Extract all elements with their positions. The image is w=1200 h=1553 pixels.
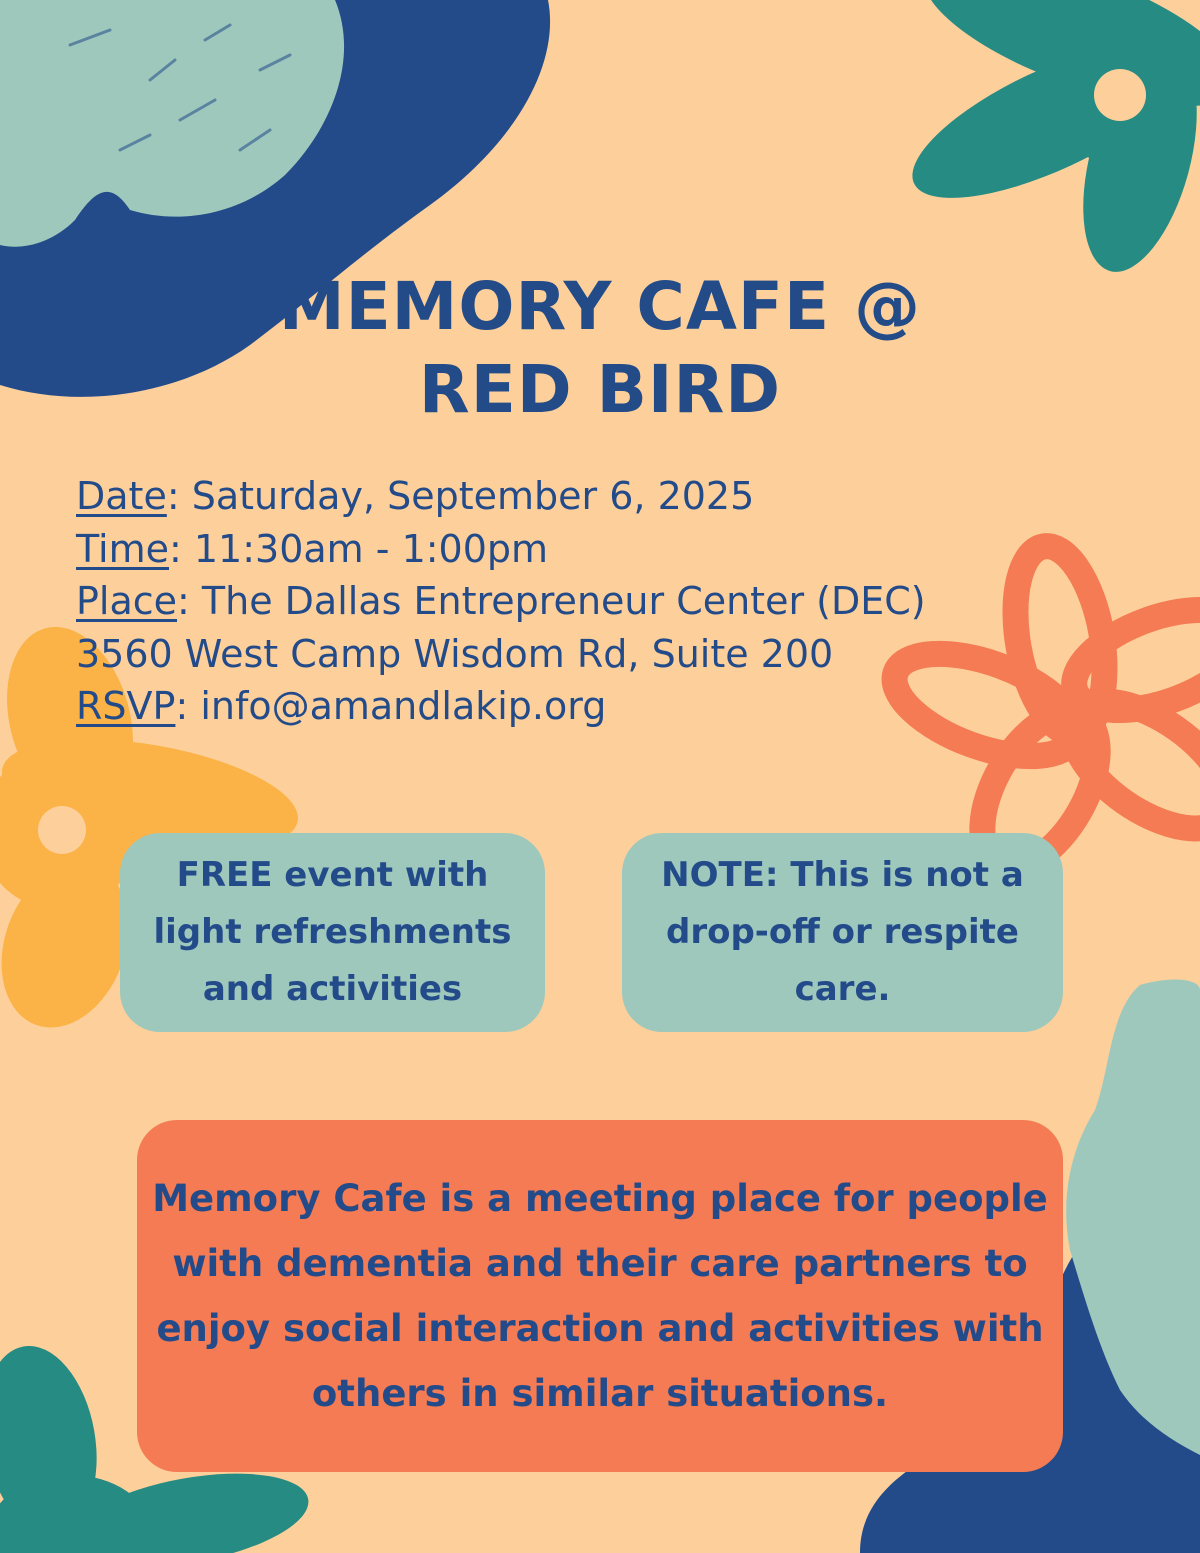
time-value: : 11:30am - 1:00pm — [169, 526, 549, 571]
about-box — [137, 1120, 1063, 1472]
time-row — [76, 523, 1176, 576]
rsvp-value: : info@amandlakip.org — [175, 684, 607, 728]
date-value: : Saturday, September 6, 2025 — [166, 474, 755, 518]
event-title-line-1: MEMORY CAFE @ — [278, 268, 922, 345]
free-event-card — [120, 833, 545, 1032]
time-label: Time — [76, 526, 169, 571]
place-row — [76, 575, 1176, 628]
address-value: 3560 West Camp Wisdom Rd, Suite 200 — [76, 631, 834, 676]
rsvp-row — [76, 680, 1176, 733]
date-row — [76, 470, 1176, 523]
address-row — [76, 628, 1176, 681]
about-text: Memory Cafe is a meeting place for people with dementia and their care partners to enjoy social interaction and activities with others in similar situations. — [152, 1177, 1048, 1415]
free-event-text: FREE event with light refreshments and activities — [153, 855, 512, 1009]
place-value: : The Dallas Entrepreneur Center (DEC) — [177, 579, 926, 623]
event-details — [76, 470, 1176, 733]
note-card — [622, 833, 1063, 1032]
teal-flower-top-right — [893, 0, 1200, 284]
event-title-line-2: RED BIRD — [418, 351, 782, 428]
rsvp-label: RSVP — [76, 684, 176, 728]
note-text: NOTE: This is not a drop-off or respite care. — [661, 855, 1024, 1009]
place-label: Place — [76, 579, 178, 623]
date-label: Date — [76, 474, 167, 518]
